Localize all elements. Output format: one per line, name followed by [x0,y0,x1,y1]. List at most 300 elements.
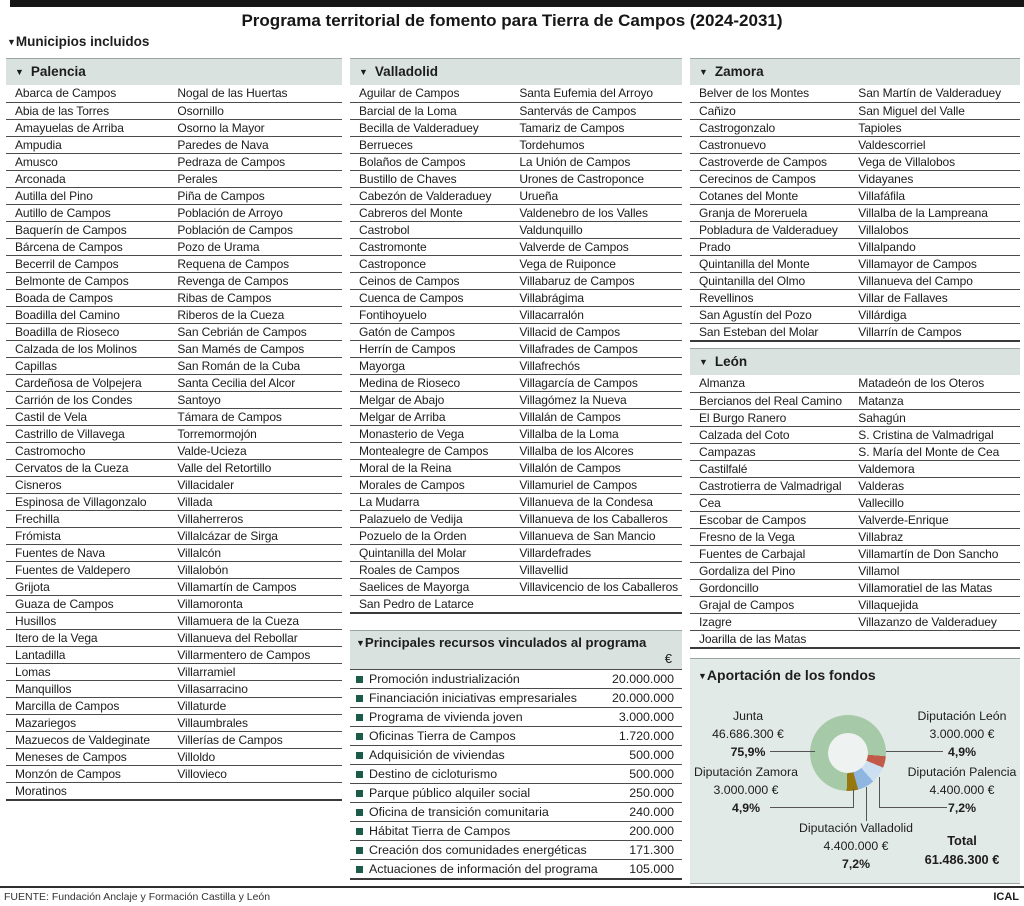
panel-title: Zamora [714,64,764,79]
municipality-name: Cuenca de Campos [359,291,464,305]
table-row [6,748,342,765]
panel-header-leon [690,349,1020,375]
municipality-name: Castrillo de Villavega [15,427,125,441]
table-row [690,221,1020,238]
municipality-name: Santa Cecilia del Alcor [177,376,296,390]
municipality-name: Boadilla de Rioseco [15,325,120,339]
triangle-down-icon: ▼ [356,638,365,648]
table-row [690,153,1020,170]
municipality-name: Valdescorriel [858,138,926,152]
municipality-name: Capillas [15,359,57,373]
table-row [6,629,342,646]
municipality-name: Bercianos del Real Camino [699,394,842,408]
table-row [350,578,682,595]
municipality-name: Fresno de la Vega [699,530,795,544]
municipality-name: Montealegre de Campos [359,444,489,458]
municipality-name: Quintanilla del Olmo [699,274,806,288]
table-row [6,374,342,391]
municipality-name: Tordehumos [519,138,585,152]
table-row [350,459,682,476]
table-row [690,613,1020,630]
resource-row [350,840,682,859]
municipality-name: Santervás de Campos [519,104,637,118]
municipality-name: Osorno la Mayor [177,121,265,135]
municipality-name: Fuentes de Nava [15,546,105,560]
panel-title: Valladolid [374,64,438,79]
municipality-name: Villalcázar de Sirga [177,529,278,543]
table-row [690,170,1020,187]
municipality-name: Castrobol [359,223,410,237]
municipality-name: La Unión de Campos [519,155,631,169]
municipality-name: San Martín de Valderaduey [858,86,1001,100]
resource-value: 1.720.000 [618,729,674,743]
resource-value: 171.300 [629,843,674,857]
bullet-square-icon [356,695,363,702]
municipality-name: Boadilla del Camino [15,308,120,322]
municipality-name: Villabrágima [519,291,584,305]
municipality-name [519,596,682,612]
municipality-name: Cabreros del Monte [359,206,463,220]
table-row [6,255,342,272]
table-row [350,561,682,578]
table-row [350,510,682,527]
table-row [690,306,1020,323]
municipality-name: Moratinos [15,784,67,798]
table-row [350,85,682,102]
panel-palencia [6,58,342,801]
table-row [690,204,1020,221]
table-row [690,528,1020,545]
municipality-name: Valde-Ucieza [177,444,247,458]
municipality-name: Melgar de Abajo [359,393,445,407]
municipality-name: Urueña [519,189,559,203]
table-row [350,595,682,612]
municipality-name: Cotanes del Monte [699,189,799,203]
municipality-name: Quintanilla del Molar [359,546,467,560]
slice-amount: 4.400.000 € [929,783,995,797]
municipality-name: Villamayor de Campos [858,257,977,271]
municipality-name: Grijota [15,580,50,594]
section-label-municipios [7,34,149,49]
municipality-name: Villardefrades [519,546,592,560]
bullet-square-icon [356,809,363,816]
municipality-name: Guaza de Campos [15,597,114,611]
table-row [6,612,342,629]
municipality-name: Villavellid [519,563,569,577]
table-row [690,255,1020,272]
resources-list [350,669,682,878]
municipality-name: Villanueva de la Condesa [519,495,653,509]
table-row [6,187,342,204]
municipality-name: Aguilar de Campos [359,86,460,100]
table-row [6,663,342,680]
table-row [690,136,1020,153]
municipality-name: Barcial de la Loma [359,104,457,118]
municipality-name: Escobar de Campos [699,513,807,527]
table-row [6,85,342,102]
triangle-down-icon: ▼ [699,357,708,367]
table-row [350,408,682,425]
municipality-name: Valderas [858,479,904,493]
municipality-name: Moral de la Reina [359,461,452,475]
municipality-name: Gordoncillo [699,581,759,595]
triangle-down-icon: ▼ [698,671,707,681]
municipality-name: Herrín de Campos [359,342,456,356]
panel-title: Palencia [30,64,86,79]
bullet-square-icon [356,847,363,854]
municipality-name: Valdenebro de los Valles [519,206,648,220]
leader-line [879,777,880,808]
table-row [690,238,1020,255]
municipality-name: Baquerín de Campos [15,223,127,237]
municipality-name: Campazas [699,445,756,459]
table-row [6,544,342,561]
municipality-name: San Román de la Cuba [177,359,301,373]
footer [0,886,1024,903]
municipality-name: Villalba de los Alcores [519,444,634,458]
municipality-name: Villarrín de Campos [858,325,962,339]
municipality-name: Piña de Campos [177,189,265,203]
table-row [690,375,1020,392]
municipality-name: Autilla del Pino [15,189,93,203]
table-row [6,527,342,544]
resource-value: 200.000 [629,824,674,838]
table-row [690,460,1020,477]
municipality-name: Villada [177,495,213,509]
slice-percent: 4,9% [731,801,761,815]
table-row [350,527,682,544]
municipality-name: Revellinos [699,291,754,305]
table-row [690,409,1020,426]
table-row [690,494,1020,511]
panel-valladolid [350,58,682,614]
table-row [350,306,682,323]
municipality-name: Villaherreros [177,512,244,526]
triangle-down-icon: ▼ [699,67,708,77]
municipality-name: Vallecillo [858,496,904,510]
resource-value: 20.000.000 [611,691,674,705]
municipality-name: Bustillo de Chaves [359,172,457,186]
municipality-name: Calzada del Coto [699,428,790,442]
table-row [350,272,682,289]
municipality-name: Paredes de Nava [177,138,269,152]
municipality-name: Villalba de la Lampreana [858,206,988,220]
municipality-name: Marcilla de Campos [15,699,120,713]
municipality-name: Castromocho [15,444,86,458]
table-row [690,289,1020,306]
municipality-name: Amayuelas de Arriba [15,121,124,135]
municipality-name: Meneses de Campos [15,750,127,764]
municipality-name: Villanueva del Campo [858,274,973,288]
municipality-name: Vega de Villalobos [858,155,956,169]
table-row [6,221,342,238]
table-row [6,289,342,306]
municipality-name: Castrotierra de Valmadrigal [699,479,842,493]
municipality-name: Grajal de Campos [699,598,795,612]
municipality-name: Villamol [858,564,900,578]
municipality-name: Vega de Ruiponce [519,257,616,271]
municipality-name: Villabraz [858,530,904,544]
municipality-name: Perales [177,172,218,186]
resource-label: Parque público alquiler social [369,786,531,800]
table-row [6,782,342,799]
table-row [690,562,1020,579]
resource-row [350,726,682,745]
table-row [6,357,342,374]
municipality-name: Osornillo [177,104,224,118]
chart-label-total [906,831,1018,869]
slice-name: Diputación Zamora [694,765,798,779]
municipality-name: Quintanilla del Monte [699,257,810,271]
municipality-name: Villoldo [177,750,216,764]
page-title: Programa territorial de fomento para Tierra de Campos (2024-2031) [241,11,783,30]
resource-label: Adquisición de viviendas [369,748,505,762]
municipality-name: Pozuelo de la Orden [359,529,467,543]
municipality-name: Fontihoyuelo [359,308,427,322]
municipality-name: Villanueva de San Mancio [519,529,656,543]
municipality-name: Mazuecos de Valdeginate [15,733,150,747]
resource-label: Oficinas Tierra de Campos [369,729,516,743]
municipality-name: Cervatos de la Cueza [15,461,129,475]
municipality-name: Abia de las Torres [15,104,110,118]
table-row [6,476,342,493]
table-row [6,119,342,136]
municipality-name: Villaumbrales [177,716,248,730]
table-row [6,306,342,323]
municipality-name: Villaturde [177,699,227,713]
municipality-name: Morales de Campos [359,478,465,492]
municipality-name: Ceinos de Campos [359,274,460,288]
municipality-name: Revenga de Campos [177,274,289,288]
municipality-name: Villafáfila [858,189,906,203]
slice-name: Diputación Palencia [907,765,1017,779]
municipality-name: Bárcena de Campos [15,240,123,254]
municipality-name: Villanueva del Rebollar [177,631,298,645]
municipality-name: Villanueva de los Caballeros [519,512,668,526]
slice-percent: 7,2% [841,857,871,871]
municipality-name: San Cebrián de Campos [177,325,307,339]
municipality-name: Castroponce [359,257,426,271]
municipality-name: Frechilla [15,512,60,526]
table-row [6,408,342,425]
municipality-name: Villamartín de Campos [177,580,297,594]
table-row [6,765,342,782]
municipality-name: Arconada [15,172,66,186]
municipality-name: Villar de Fallaves [858,291,948,305]
table-row [6,238,342,255]
municipality-name: Urones de Castroponce [519,172,644,186]
table-row [350,221,682,238]
table-row [6,731,342,748]
slice-percent: 75,9% [730,745,766,759]
slice-percent: 4,9% [947,745,977,759]
table-row [690,187,1020,204]
resource-label: Hábitat Tierra de Campos [369,824,511,838]
resources-title-text: Principales recursos vinculados al programa [364,635,647,650]
resource-row [350,764,682,783]
resource-label: Destino de cicloturismo [369,767,498,781]
municipality-name: Pozo de Urama [177,240,260,254]
resource-label: Actuaciones de información del programa [369,862,598,876]
bullet-square-icon [356,733,363,740]
resource-label: Oficina de transición comunitaria [369,805,549,819]
table-row [6,459,342,476]
municipality-name: Villazanzo de Valderaduey [858,615,997,629]
municipality-name: Riberos de la Cueza [177,308,285,322]
table-row [690,511,1020,528]
table-row [350,357,682,374]
municipality-name: Autillo de Campos [15,206,111,220]
municipality-name: Lomas [15,665,51,679]
table-row [6,595,342,612]
slice-amount: 3.000.000 € [929,727,995,741]
municipality-name: Valverde de Campos [519,240,629,254]
table-row [690,630,1020,647]
municipality-name: Matadeón de los Oteros [858,376,985,390]
municipality-name: Villagarcía de Campos [519,376,638,390]
table-row [690,443,1020,460]
table-row [6,561,342,578]
municipality-name: Boada de Campos [15,291,113,305]
municipality-name: Becilla de Valderaduey [359,121,479,135]
credit-text: ICAL [993,891,1019,903]
table-row [6,425,342,442]
bullet-square-icon [356,714,363,721]
municipality-name: Itero de la Vega [15,631,98,645]
municipality-name [177,783,342,799]
municipality-name: Ampudia [15,138,62,152]
panel-header-zamora [690,59,1020,85]
table-row [350,153,682,170]
municipality-name: Espinosa de Villagonzalo [15,495,147,509]
slice-name: Diputación León [917,709,1007,723]
table-row [350,340,682,357]
table-row [350,476,682,493]
table-row [350,442,682,459]
resource-value: 240.000 [629,805,674,819]
municipality-name: Pedraza de Campos [177,155,286,169]
municipality-name: Bolaños de Campos [359,155,466,169]
triangle-down-icon: ▼ [15,67,24,77]
municipality-name: Gatón de Campos [359,325,455,339]
resource-value: 3.000.000 [618,710,674,724]
resources-title [356,635,674,650]
table-row [690,272,1020,289]
resource-label: Financiación iniciativas empresariales [369,691,577,705]
resource-row [350,783,682,802]
table-row [350,289,682,306]
municipality-name: Castronuevo [699,138,766,152]
panel-zamora [690,58,1020,342]
bullet-square-icon [356,771,363,778]
municipality-name: Requena de Campos [177,257,290,271]
municipality-name: Belver de los Montes [699,86,810,100]
municipality-name: Castrogonzalo [699,121,776,135]
municipality-name: Santa Eufemia del Arroyo [519,86,653,100]
table-row [350,255,682,272]
table-row [6,391,342,408]
resource-row [350,859,682,878]
fondos-title [690,659,1020,683]
municipality-name: Villasarracino [177,682,248,696]
municipality-name: Cisneros [15,478,62,492]
municipality-name: Villalcón [177,546,221,560]
resource-label: Creación dos comunidades energéticas [369,843,587,857]
top-rule [10,0,1024,7]
total-label: Total [947,833,977,848]
municipality-name: Granja de Moreruela [699,206,808,220]
municipality-list [350,85,682,612]
municipality-name: Valdunquillo [519,223,583,237]
slice-percent: 7,2% [947,801,977,815]
municipality-name: Castilfalé [699,462,748,476]
municipality-name: Cardeñosa de Volpejera [15,376,142,390]
municipality-name: Villamartín de Don Sancho [858,547,999,561]
municipality-name: Medina de Rioseco [359,376,461,390]
section-label-text: Municipios incluidos [15,34,150,49]
table-row [690,85,1020,102]
municipality-name: El Burgo Ranero [699,411,787,425]
total-amount: 61.486.300 € [924,852,1000,867]
municipality-name: Villamuriel de Campos [519,478,638,492]
municipality-name: Monzón de Campos [15,767,121,781]
municipality-name: Amusco [15,155,58,169]
municipality-name: Santoyo [177,393,221,407]
panel-header-palencia [6,59,342,85]
municipality-name: Villalobón [177,563,229,577]
municipality-name: Villaquejida [858,598,919,612]
municipality-name: Tamariz de Campos [519,121,625,135]
table-row [6,272,342,289]
municipality-name: Villafrades de Campos [519,342,638,356]
municipality-name: Belmonte de Campos [15,274,129,288]
municipality-name: Población de Arroyo [177,206,283,220]
chart-label-palencia [904,763,1020,817]
municipality-name: Villagómez la Nueva [519,393,627,407]
triangle-down-icon: ▼ [7,37,16,47]
municipality-name: Matanza [858,394,904,408]
municipality-name: Husillos [15,614,57,628]
table-row [690,323,1020,340]
table-row [690,119,1020,136]
municipality-name: Villabaruz de Campos [519,274,635,288]
table-row [690,596,1020,613]
municipality-name: Monasterio de Vega [359,427,464,441]
table-row [350,187,682,204]
municipality-name: San Agustín del Pozo [699,308,812,322]
municipality-name: Castromonte [359,240,427,254]
municipality-name: Fuentes de Carbajal [699,547,806,561]
resource-row [350,707,682,726]
municipality-list [690,85,1020,340]
resource-row [350,821,682,840]
municipality-name: San Miguel del Valle [858,104,965,118]
resource-row [350,745,682,764]
table-row [350,391,682,408]
municipality-name: Villerías de Campos [177,733,283,747]
municipality-name: S. María del Monte de Cea [858,445,1000,459]
municipality-list [690,375,1020,647]
municipality-name: Cañizo [699,104,736,118]
leader-line [853,789,854,808]
municipality-name: Villarramiel [177,665,236,679]
fondos-title-text: Aportación de los fondos [706,667,876,683]
municipality-name: Lantadilla [15,648,66,662]
municipality-name: Prado [699,240,731,254]
municipality-name: Manquillos [15,682,72,696]
municipality-name: Tapioles [858,121,902,135]
municipality-name: Población de Campos [177,223,293,237]
